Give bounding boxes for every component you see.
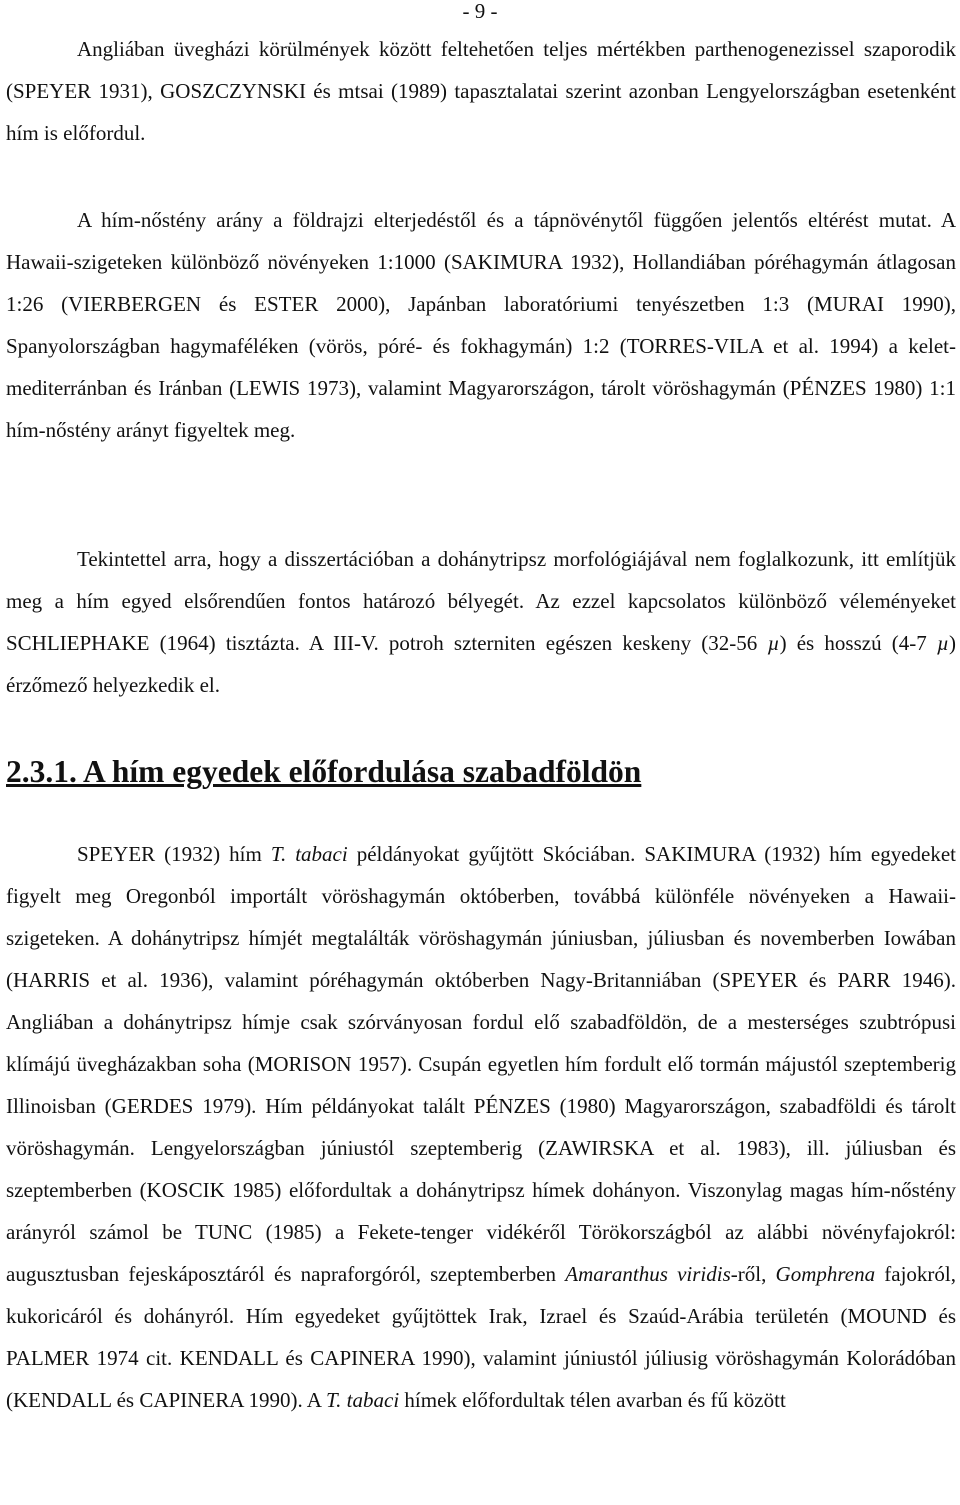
paragraph-4-part-4: fajokról, kukoricáról és dohányról. Hím egyedeket gyűjtöttek Irak, Izrael és Szaúd-Arábia területén (MOUND és PALMER 1974 cit. KENDALL és CAPINERA 1990), valamint júniustól júliusig vöröshagymán Kolorádóban (KENDALL és CAPINERA 1990). A <box>6 1262 957 1412</box>
paragraph-4-part-1: SPEYER (1932) hím <box>77 842 271 866</box>
genus-name: Gomphrena <box>775 1262 876 1286</box>
paragraph-1 <box>6 28 956 154</box>
paragraph-4 <box>6 833 956 1421</box>
paragraph-3-part-3: ) érzőmező helyezkedik el. <box>6 631 956 697</box>
page-number: - 9 - <box>462 0 498 23</box>
paragraph-3-part-2: ) és hosszú (4-7 <box>779 631 937 655</box>
paragraph-2-text: A hím-nőstény arány a földrajzi elterjedéstől és a tápnövénytől függően jelentős eltérést mutat. A Hawaii-szigeteken különböző növényeken 1:1000 (SAKIMURA 1932), Hollandiában póréhagymán átlagosan 1:26 (VIERBERGEN és ESTER 2000), Japánban laboratóriumi tenyészetben 1:3 (MURAI 1990), Spanyolországban hagymaféléken (vörös, póré- és fokhagymán) 1:2 (TORRES-VILA et al. 1994) a kelet-mediterránban és Iránban (LEWIS 1973), valamint Magyarországon, tárolt vöröshagymán (PÉNZES 1980) 1:1 hím-nőstény arányt figyeltek meg. <box>6 208 956 442</box>
paragraph-4-part-5: hímek előfordultak télen avarban és fű között <box>399 1388 786 1412</box>
paragraph-3-text <box>6 538 956 706</box>
species-name: T. tabaci <box>270 842 348 866</box>
paragraph-4-part-3: -ről, <box>730 1262 776 1286</box>
species-name: Amaranthus viridis <box>565 1262 731 1286</box>
micro-symbol: µ <box>767 631 780 655</box>
paragraph-2 <box>6 199 956 451</box>
paragraph-4-part-2: példányokat gyűjtött Skóciában. SAKIMURA (1932) hím egyedeket figyelt meg Oregonból importált vöröshagymán októberben, továbbá különféle növényeken a Hawaii-szigeteken. A dohánytripsz hímjét megtalálták vöröshagymán júniusban, júliusban és novemberben Iowában (HARRIS et al. 1936), valamint póréhagymán októberben Nagy-Britanniában (SPEYER és PARR 1946). Angliában a dohánytripsz hímje csak szórványosan fordul elő szabadföldön, de a mesterséges szubtrópusi klímájú üvegházakban soha (MORISON 1957). Csupán egyetlen hím fordult elő tormán májustól szeptemberig Illinoisban (GERDES 1979). Hím példányokat talált PÉNZES (1980) Magyarországon, szabadföldi és tárolt vöröshagymán. Lengyelországban júniustól szeptemberig (ZAWIRSKA et al. 1983), ill. júliusban és szeptemberben (KOSCIK 1985) előfordultak a dohánytripsz hímek dohányon. Viszonylag magas hím-nőstény arányról számol be TUNC (1985) a Fekete-tenger vidékéről Törökországból az alábbi növényfajokról: augusztusban fejeskáposztáról és napraforgóról, szeptemberben <box>6 842 956 1286</box>
paragraph-1-text: Angliában üvegházi körülmények között feltehetően teljes mértékben parthenogenezissel szaporodik (SPEYER 1931), GOSZCZYNSKI és mtsai (1989) tapasztalatai szerint azonban Lengyelországban esetenként hím is előfordul. <box>6 37 956 145</box>
paragraph-3 <box>6 538 956 706</box>
paragraph-4-text <box>6 833 956 1421</box>
paragraph-3-part-1: Tekintettel arra, hogy a disszertációban a dohánytripsz morfológiájával nem foglalkozunk, itt említjük meg a hím egyed elsőrendűen fontos határozó bélyegét. Az ezzel kapcsolatos különböző véleményeket SCHLIEPHAKE (1964) tisztázta. A III-V. potroh szterniten egészen keskeny (32-56 <box>6 547 956 655</box>
section-heading: 2.3.1. A hím egyedek előfordulása szabadföldön <box>6 754 642 789</box>
micro-symbol: µ <box>936 631 949 655</box>
species-name: T. tabaci <box>326 1388 400 1412</box>
